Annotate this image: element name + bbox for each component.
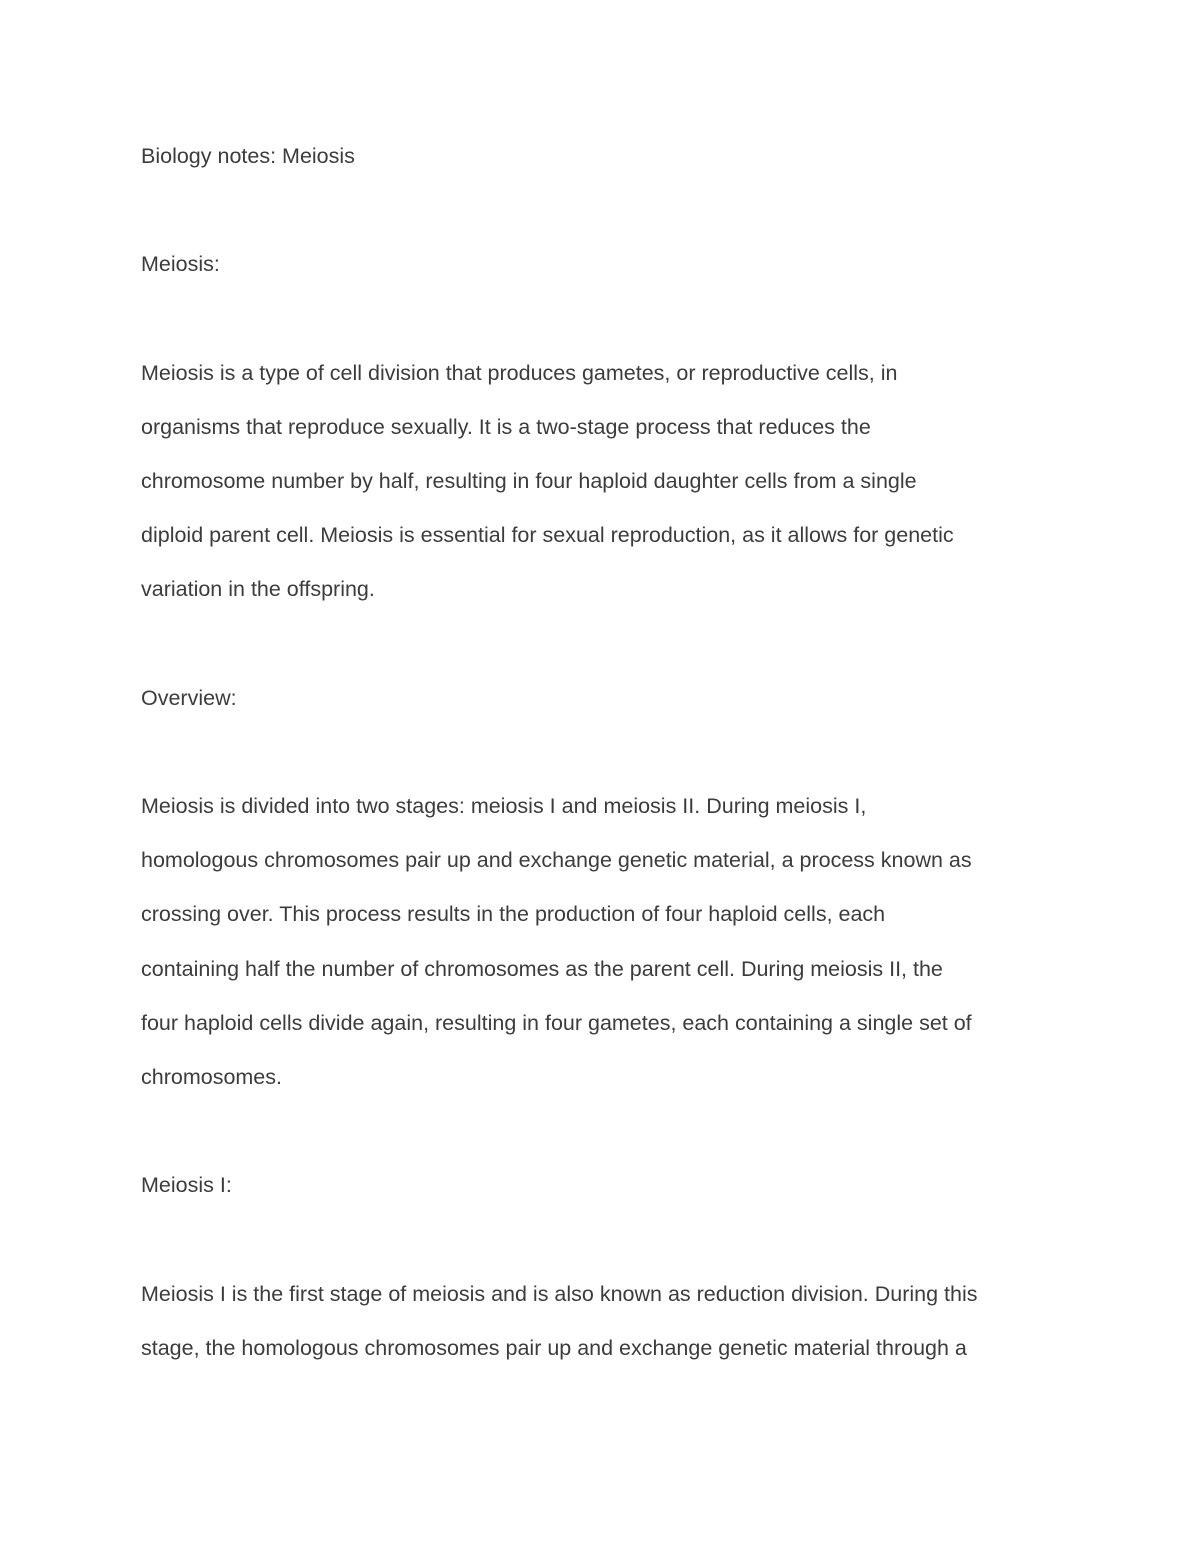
paragraph-line: Meiosis is a type of cell division that produces gametes, or reproductive cells, in <box>141 361 898 385</box>
paragraph-line: Meiosis I is the first stage of meiosis and is also known as reduction division. During this <box>141 1282 978 1306</box>
paragraph-line: four haploid cells divide again, resulting in four gametes, each containing a single set of <box>141 1011 972 1035</box>
section-heading-overview: Overview: <box>141 686 237 710</box>
paragraph-line: chromosomes. <box>141 1065 282 1089</box>
paragraph-line: diploid parent cell. Meiosis is essential for sexual reproduction, as it allows for genetic <box>141 523 954 547</box>
section-heading-meiosis: Meiosis: <box>141 252 220 276</box>
section-heading-meiosis-i: Meiosis I: <box>141 1173 232 1197</box>
paragraph-line: organisms that reproduce sexually. It is a two-stage process that reduces the <box>141 415 871 439</box>
paragraph-line: variation in the offspring. <box>141 577 375 601</box>
document-title: Biology notes: Meiosis <box>141 144 355 168</box>
paragraph-line: Meiosis is divided into two stages: meiosis I and meiosis II. During meiosis I, <box>141 794 867 818</box>
paragraph-line: chromosome number by half, resulting in four haploid daughter cells from a single <box>141 469 917 493</box>
paragraph-line: homologous chromosomes pair up and exchange genetic material, a process known as <box>141 848 972 872</box>
paragraph-line: crossing over. This process results in the production of four haploid cells, each <box>141 902 886 926</box>
paragraph-line: stage, the homologous chromosomes pair up and exchange genetic material through a <box>141 1336 967 1360</box>
paragraph-line: containing half the number of chromosomes as the parent cell. During meiosis II, the <box>141 957 943 981</box>
